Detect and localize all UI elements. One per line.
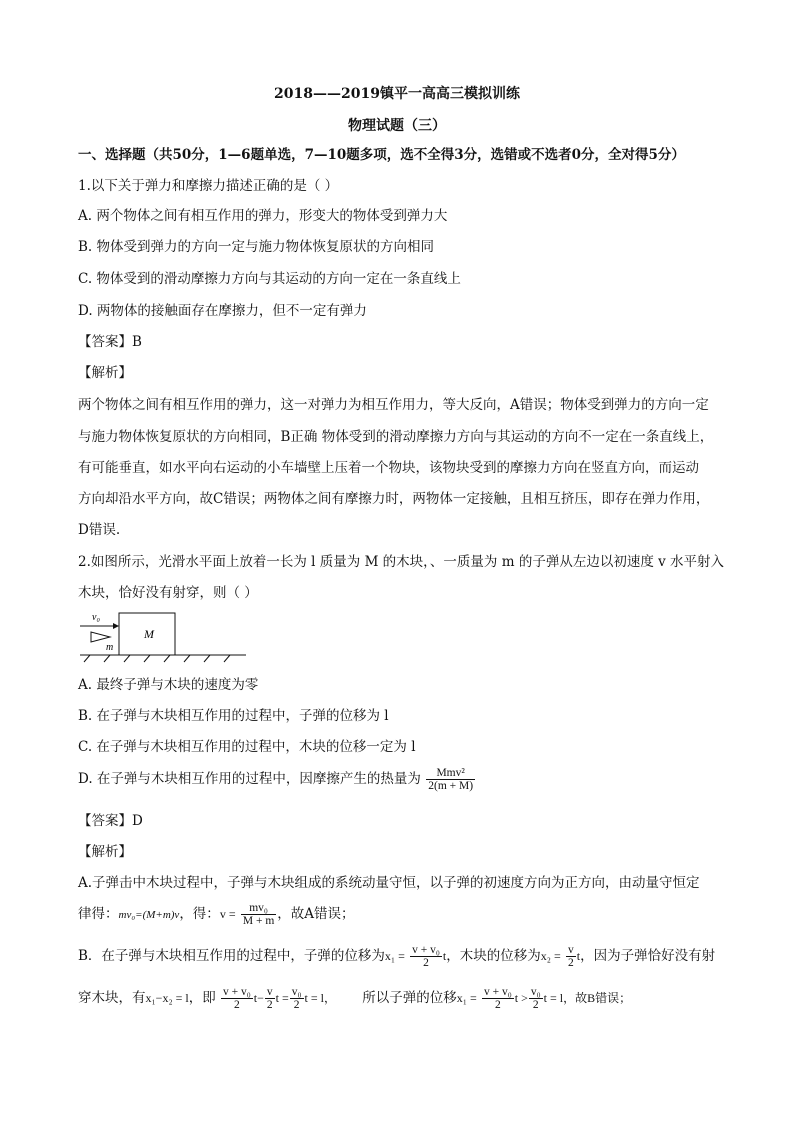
math-segment: t > xyxy=(514,991,528,1005)
math-segment: t = xyxy=(275,991,289,1005)
text-segment: 律得： xyxy=(78,906,119,922)
text-segment: 穿木块，有 xyxy=(78,990,146,1006)
q1-analysis-line: 有可能垂直，如水平向右运动的小车墙壁上压着一个物块，该物块受到的摩擦力方向在竖直方向，而运动 xyxy=(78,460,699,476)
text-segment: ，即 xyxy=(188,990,216,1006)
q2-answer: 【答案】D xyxy=(78,813,143,829)
math-segment: v = xyxy=(219,907,236,921)
fraction-denominator: 2 xyxy=(423,957,429,969)
q1-option-c: C. 物体受到的滑动摩擦力方向与其运动的方向一定在一条直线上 xyxy=(78,271,461,287)
q1-analysis-label: 【解析】 xyxy=(78,365,132,381)
document-title: 2018——2019镇平一高高三模拟训练 xyxy=(274,86,520,102)
document-subtitle: 物理试题（三） xyxy=(348,118,446,134)
math-segment: t = l，故B错误； xyxy=(543,991,632,1005)
fraction-numerator: v + v₀ xyxy=(223,986,251,998)
q2-option-a: A. 最终子弹与木块的速度为零 xyxy=(78,677,259,693)
q1-stem: 1.以下关于弹力和摩擦力描述正确的是（ ） xyxy=(78,178,339,194)
formula-denominator: 2(m + M) xyxy=(428,780,474,792)
bullet-shape xyxy=(91,632,110,642)
q1-analysis-line: 与施力物体恢复原状的方向相同，B正确 物体受到的滑动摩擦力方向与其运动的方向不一定在一条直线上， xyxy=(78,429,714,445)
fraction xyxy=(221,986,253,1011)
fraction-numerator: v₀ xyxy=(530,986,541,998)
q2-figure xyxy=(76,610,251,665)
ground-hatch xyxy=(84,655,230,662)
q1-analysis-line: D错误. xyxy=(78,522,121,538)
block-label: M xyxy=(144,627,154,641)
bullet-label: m xyxy=(106,642,114,653)
q2-option-d-row xyxy=(78,766,476,792)
text-segment: ，故A错误； xyxy=(277,906,355,922)
fraction xyxy=(265,986,275,1011)
q2-stem-line: 2.如图所示，光滑水平面上放着一长为 l 质量为 M 的木块，、一质量为 m 的子弹从左边以初速度 v 水平射入 xyxy=(78,554,725,570)
fraction xyxy=(529,986,543,1011)
text-segment: B．在子弹与木块相互作用的过程中，子弹的位移为 xyxy=(78,948,385,964)
text-segment: ，得： xyxy=(179,906,220,922)
fraction-denominator: 2 xyxy=(266,999,273,1011)
section-heading: 一、选择题（共50分，1—6题单选，7—10题多项，选不全得3分，选错或不选者0分，全对得5分） xyxy=(78,147,685,163)
q1-answer: 【答案】B xyxy=(78,334,142,350)
math-segment: t = l， xyxy=(304,991,336,1005)
q2-analysis-line2 xyxy=(78,898,355,931)
fraction-numerator: v + v₀ xyxy=(484,986,512,998)
velocity-fraction xyxy=(241,902,276,927)
q2-analysis-line3 xyxy=(78,940,715,972)
fraction xyxy=(410,944,442,969)
math-segment: x₁ = xyxy=(456,991,477,1005)
fraction-denominator: 2 xyxy=(293,999,300,1011)
q2-analysis-label: 【解析】 xyxy=(78,844,132,860)
fraction-numerator: v xyxy=(266,986,273,998)
math-segment: x₁−x₂ = l xyxy=(145,991,189,1005)
q1-option-a: A. 两个物体之间有相互作用的弹力，形变大的物体受到弹力大 xyxy=(78,208,448,224)
fraction xyxy=(566,944,576,969)
fraction xyxy=(482,986,514,1011)
q2-analysis-line1: A.子弹击中木块过程中，子弹与木块组成的系统动量守恒，以子弹的初速度方向为正方向，由动量守恒定 xyxy=(78,875,700,891)
math-segment: t− xyxy=(253,991,264,1005)
fraction-denominator: 2 xyxy=(234,999,240,1011)
fraction-numerator: mv₀ xyxy=(241,902,276,915)
q2-option-d: D. 在子弹与木块相互作用的过程中，因摩擦产生的热量为 xyxy=(78,771,421,787)
arrow-head-icon xyxy=(113,623,119,629)
fraction-denominator: 2 xyxy=(532,999,539,1011)
q2-option-b: B. 在子弹与木块相互作用的过程中，子弹的位移为 l xyxy=(78,708,389,724)
text-segment: ，因为子弹恰好没有射 xyxy=(580,948,716,964)
text-segment: ，木块的位移为 xyxy=(446,948,541,964)
q1-analysis-line: 两个物体之间有相互作用的弹力，这一对弹力为相互作用力，等大反向，A错误；物体受到弹力的方向一定 xyxy=(78,397,709,413)
q1-analysis-line: 方向却沿水平方向，故C错误；两物体之间有摩擦力时，两物体一定接触，且相互挤压，即存在弹力作用， xyxy=(78,491,710,507)
q1-option-b: B. 物体受到弹力的方向一定与施力物体恢复原状的方向相同 xyxy=(78,239,435,255)
q1-option-d: D. 两物体的接触面存在摩擦力，但不一定有弹力 xyxy=(78,303,367,319)
velocity-label: v₀ xyxy=(92,612,100,623)
q2-analysis-line4 xyxy=(78,982,631,1014)
fraction-numerator: v xyxy=(568,944,574,956)
fraction xyxy=(290,986,304,1011)
heat-formula xyxy=(426,767,475,792)
formula-numerator: Mmv² xyxy=(426,767,475,780)
fraction-numerator: v + v₀ xyxy=(412,944,440,956)
text-segment: 所以子弹的位移 xyxy=(362,990,457,1006)
fraction-denominator: 2 xyxy=(568,957,574,969)
math-segment: x₁ = xyxy=(384,949,405,963)
fraction-numerator: v₀ xyxy=(291,986,302,998)
q2-option-c: C. 在子弹与木块相互作用的过程中，木块的位移一定为 l xyxy=(78,739,416,755)
fraction-denominator: 2 xyxy=(495,999,501,1011)
math-segment: t xyxy=(576,949,581,963)
math-segment: x₂ = xyxy=(540,949,561,963)
momentum-equation: mv₀=(M+m)v xyxy=(118,909,180,921)
math-segment: t xyxy=(442,949,447,963)
q2-stem-line: 木块，恰好没有射穿，则（ ） xyxy=(78,585,258,601)
fraction-denominator: M + m xyxy=(242,915,275,927)
